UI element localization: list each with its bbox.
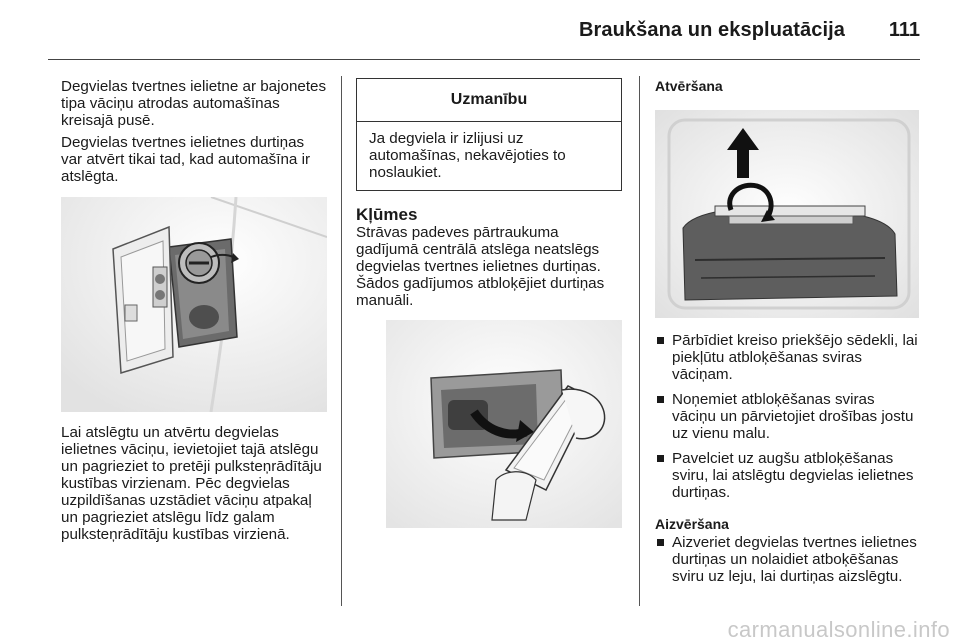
closing-steps-list [655, 534, 920, 585]
unlock-paragraph [61, 424, 329, 543]
errors-text: Strāvas padeves pārtraukuma gadījumā centrālā atslēga neatslēgs degvielas tvertnes ielietnes durtiņas. Šādos gadījumos atbloķējiet durtiņas manuāli. [356, 224, 605, 309]
closing-section [655, 516, 920, 593]
manual-release-illustration [386, 320, 622, 528]
list-item: Pavelciet uz augšu atbloķēšanas sviru, lai atslēgtu degvielas ielietnes durtiņas. [655, 450, 920, 501]
opening-steps-list [655, 332, 920, 501]
list-item: Noņemiet atbloķēšanas sviras vāciņu un pārvietojiet drošības jostu uz vienu malu. [655, 391, 920, 442]
errors-heading: Kļūmes [356, 205, 418, 224]
column-2 [356, 78, 622, 309]
opening-steps [655, 332, 920, 509]
column-1 [61, 78, 329, 185]
list-item: Pārbīdiet kreiso priekšējo sēdekli, lai piekļūtu atbloķēšanas sviras vāciņam. [655, 332, 920, 383]
header-divider [48, 59, 920, 60]
fuel-filler-illustration [61, 197, 327, 412]
opening-heading: Atvēršana [655, 78, 723, 94]
warning-box [356, 78, 622, 191]
release-lever-illustration [655, 110, 919, 318]
warning-text: Ja degviela ir izlijusi uz automašīnas, nekavējoties to noslaukiet. [369, 130, 566, 181]
list-item: Aizveriet degvielas tvertnes ielietnes durtiņas un nolaidiet atboķēšanas sviru uz leju, lai durtiņas aizslēgtu. [655, 534, 920, 585]
section-title: Braukšana un ekspluatācija [578, 19, 845, 41]
door-paragraph: Degvielas tvertnes ielietnes durtiņas var atvērt tikai tad, kad automašīna ir atslēgta. [61, 134, 311, 185]
column-divider-1 [341, 76, 342, 606]
warning-title: Uzmanību [357, 79, 621, 122]
page-number: 111 [888, 19, 920, 41]
watermark: carmanualsonline.info [727, 617, 950, 642]
column-3 [655, 78, 920, 95]
closing-heading: Aizvēršana [655, 516, 729, 532]
unlock-text: Lai atslēgtu un atvērtu degvielas ielietnes vāciņu, ievietojiet tajā atslēgu un pagrieziet to pretēji pulksteņrādītāju kustības virzienam. Pēc degvielas uzpildīšanas uzstādiet vāciņu atpakaļ un pagrieziet atslēgu līdz galam pulksteņrādītāju kustības virzienā. [61, 424, 322, 543]
page-header [0, 0, 960, 60]
column-divider-2 [639, 76, 640, 606]
intro-paragraph: Degvielas tvertnes ielietne ar bajonetes tipa vāciņu atrodas automašīnas kreisajā pusē. [61, 78, 327, 129]
